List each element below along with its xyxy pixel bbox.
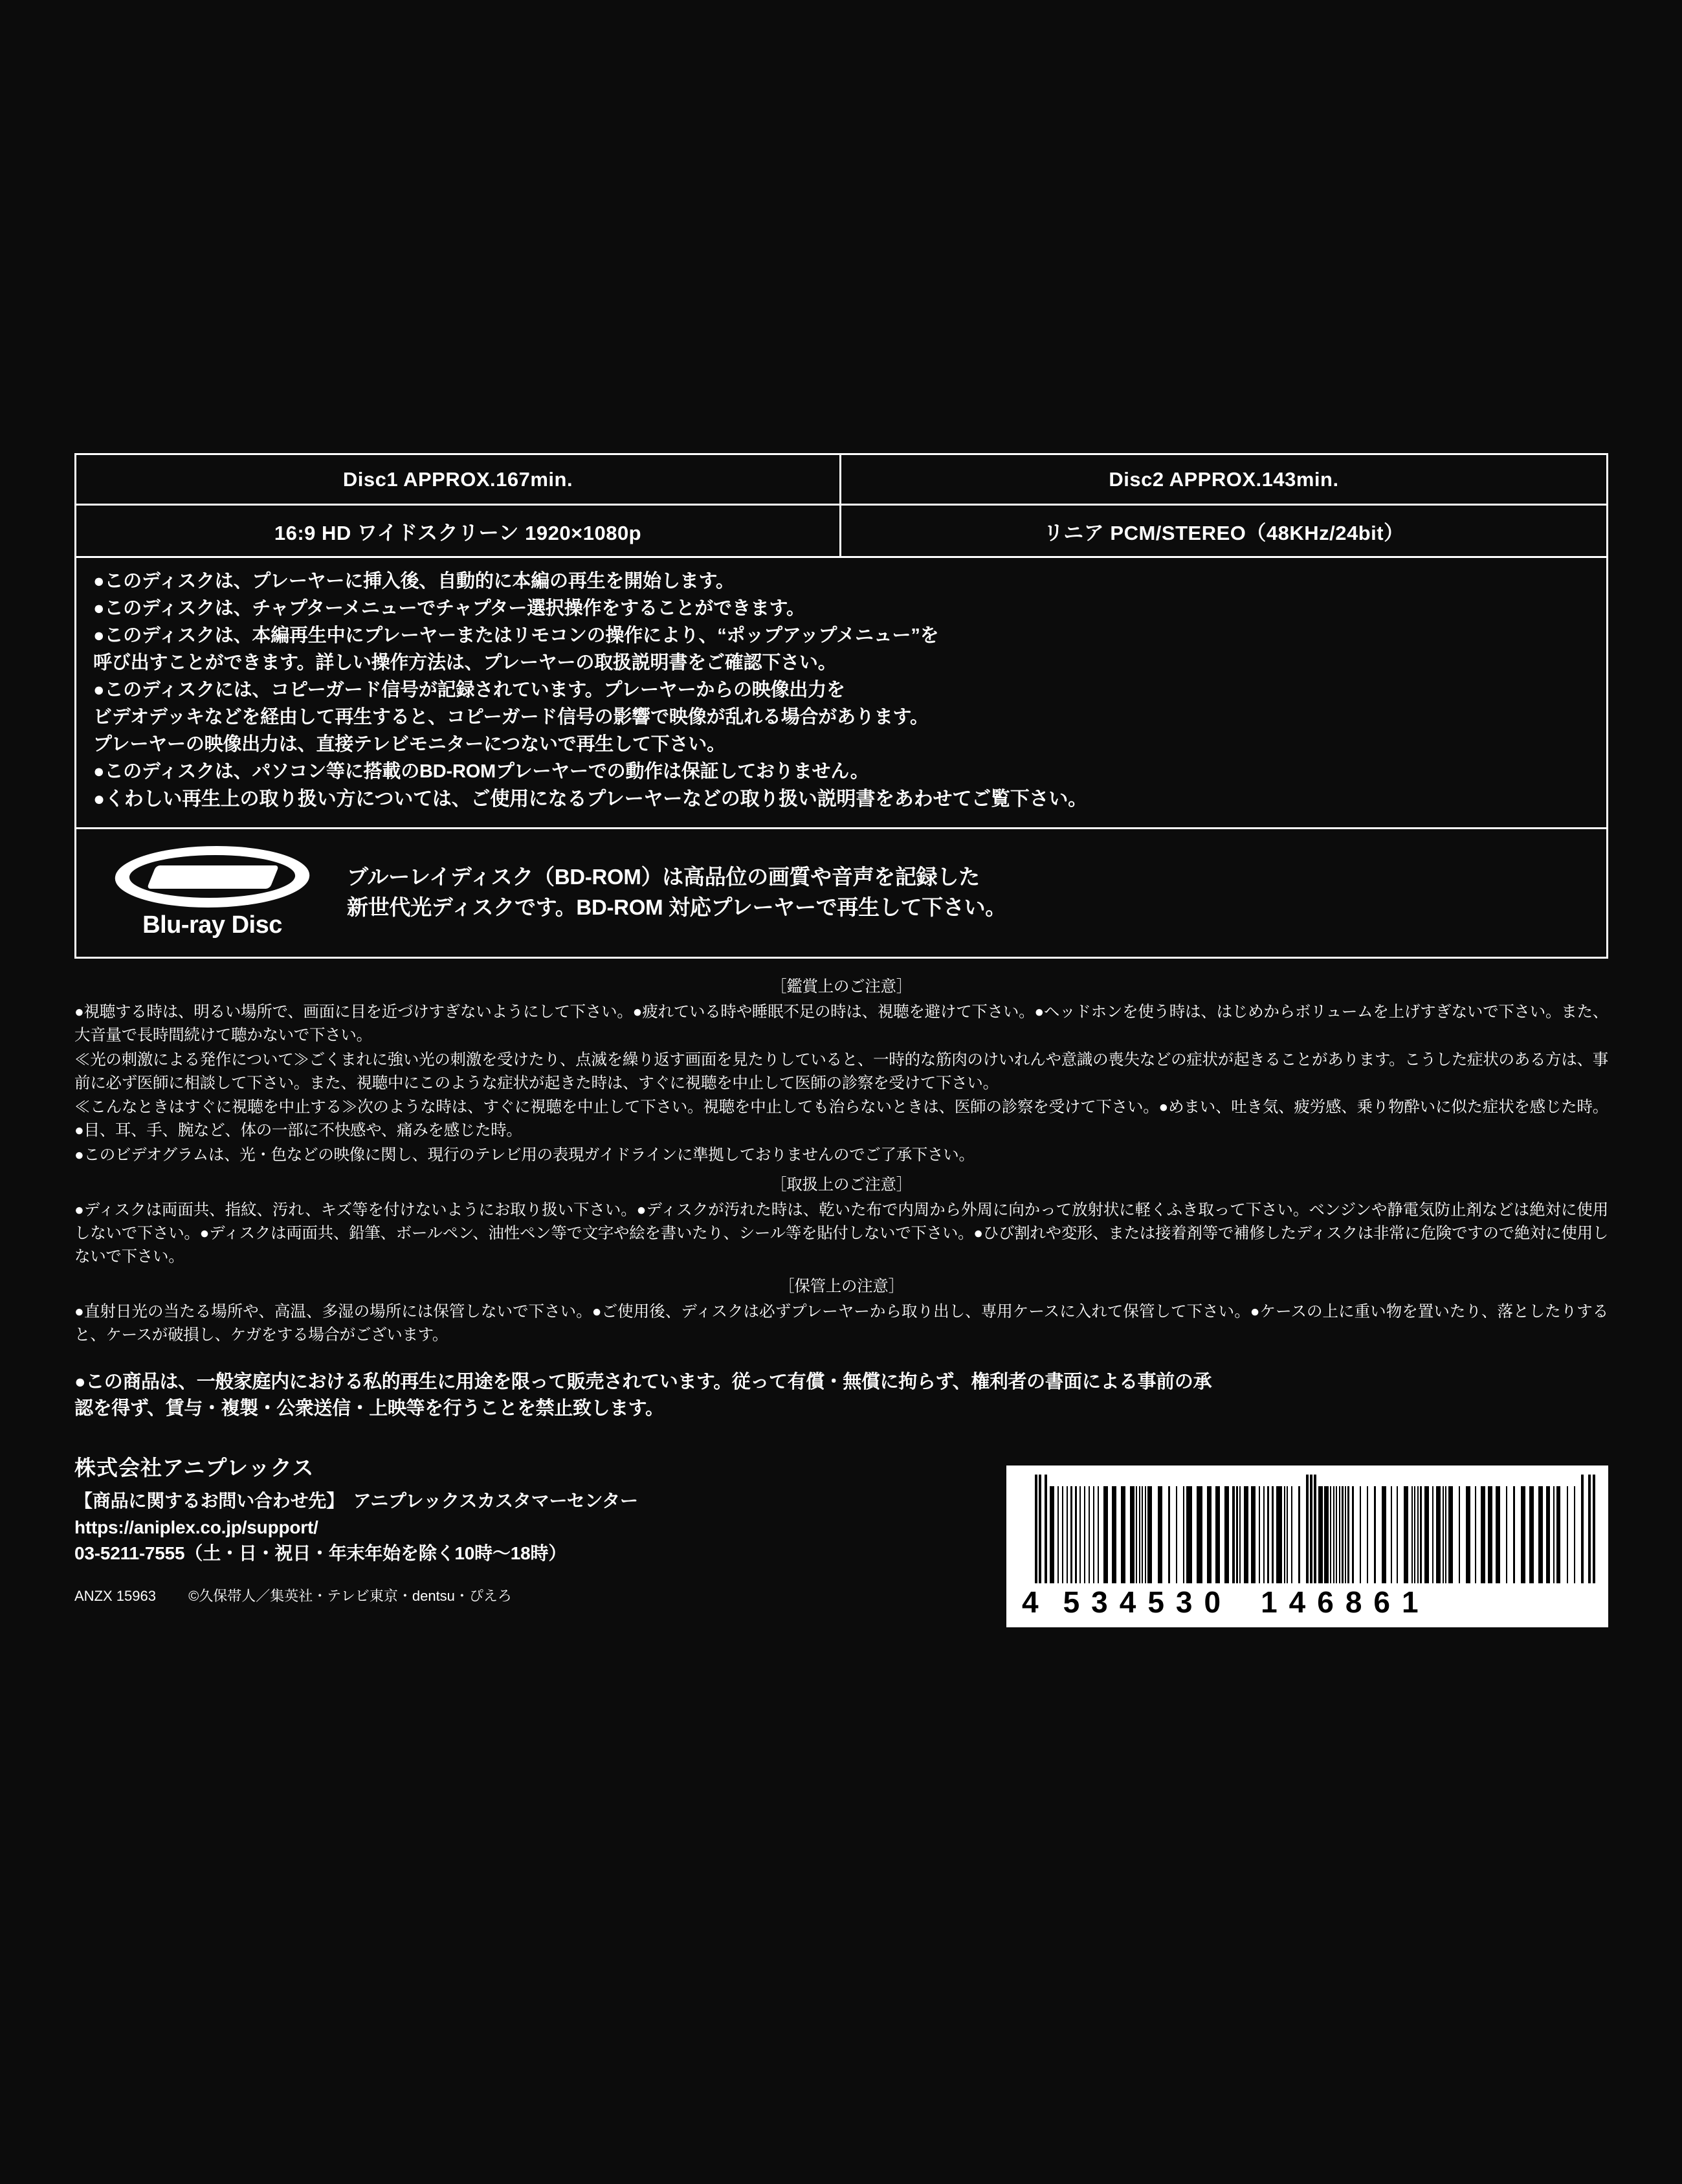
barcode-bar [1039,1475,1041,1583]
barcode-bar [1291,1486,1292,1583]
barcode-bar [1424,1486,1429,1583]
barcode-bar [1062,1486,1063,1583]
warning-line: ●この商品は、一般家庭内における私的再生に用途を限って販売されています。従って有償・無償に拘らず、権利者の書面による事前の承 [74,1372,1212,1392]
viewing-notice-paragraph: ≪こんなときはすぐに視聴を中止する≫次のような時は、すぐに視聴を中止して下さい。視聴を中止しても治らないときは、医師の診察を受けて下さい。●めまい、吐き気、疲労感、乗り物酔いに似た症状を感じた時。●目、耳、手、腕など、体の一部に不快感や、痛みを感じた時。 [74,1098,1608,1140]
barcode-bar [1513,1486,1514,1583]
viewing-notice-paragraph: ≪光の刺激による発作について≫ごくまれに強い光の刺激を受けたり、点滅を繰り返す画面を見たりしていると、一時的な筋肉のけいれんや意識の喪失などの症状が起きることがあります。こうした症状のある方は、事前に必ず医師に相談して下さい。また、視聴中にこのような症状が起きた時は、すぐに視聴を中止して医師の診察を受けて下さい。 [74,1051,1608,1092]
storage-notice-paragraph: ●直射日光の当たる場所や、高温、多湿の場所には保管しないで下さい。●ご使用後、ディスクは必ずプレーヤーから取り出し、専用ケースに入れて保管して下さい。●ケースの上に重い物を置いたり、落としたりすると、ケースが破損し、ケガをする場合がございます。 [74,1303,1608,1344]
barcode-bar [1239,1486,1241,1583]
spec-audio: リニア PCM/STEREO（48KHz/24bit） [1043,521,1404,544]
barcode-bar [1330,1486,1331,1583]
barcode-bar [1574,1486,1575,1583]
bluray-logo-text: Blu-ray Disc [142,911,282,939]
barcode-bar [1251,1486,1256,1583]
barcode-bar [1391,1486,1392,1583]
barcode-bar [1538,1486,1543,1583]
barcode-bar [1176,1486,1177,1583]
barcode-bar [1142,1486,1143,1583]
handling-notice-paragraph: ●ディスクは両面共、指紋、汚れ、キズ等を付けないようにお取り扱い下さい。●ディスクが汚れた時は、乾いた布で内周から外周に向かって放射状に軽くふき取って下さい。ベンジンや静電気防止剤などは絶対に使用しないで下さい。●ディスクは両面共、鉛筆、ボールペン、油性ペン等で文字や絵を書いたり、シール等を貼付しないで下さい。●ひび割れや変形、または接着剤等で補修したディスクは非常に危険ですので絶対に使用しないで下さい。 [74,1201,1608,1265]
bluray-description [347,862,1006,923]
barcode-bar [1318,1486,1323,1583]
barcode-bar [1186,1486,1192,1583]
spec-disc2: Disc2 APPROX.143min. [841,455,1606,506]
barcode-bar [1488,1486,1492,1583]
barcode-bar [1147,1486,1152,1583]
barcode-bar [1272,1486,1273,1583]
bluray-info-box [74,829,1608,959]
barcode-bar [1310,1475,1312,1583]
footer [74,1451,1608,1645]
bluray-desc-line1: ブルーレイディスク（BD-ROM）は高品位の画質や音声を記録した [347,865,980,889]
barcode-bar [1588,1475,1591,1583]
fine-print [74,975,1608,1347]
barcode-bar [1136,1486,1137,1583]
barcode-bar [1339,1486,1340,1583]
note-line: ●このディスクは、チャプターメニューでチャプター選択操作をすることができます。 [93,598,805,619]
barcode-bar [1224,1486,1229,1583]
barcode-bar [1215,1486,1220,1583]
barcode-bar [1466,1486,1470,1583]
barcode-bar [1232,1486,1235,1583]
barcode-digit-first: 4 [1022,1585,1041,1620]
barcode-digits-left: 534530 [1063,1585,1233,1620]
barcode-bar [1098,1486,1099,1583]
barcode-bar [1139,1486,1140,1583]
note-line: ビデオデッキなどを経由して再生すると、コピーガード信号の影響で映像が乱れる場合があります。 [93,707,929,728]
barcode-bar [1481,1486,1485,1583]
barcode-bar [1067,1486,1068,1583]
barcode-bar [1093,1486,1094,1583]
viewing-notice-paragraph: ●このビデオグラムは、光・色などの映像に関し、現行のテレビ用の表現ガイドラインに準拠しておりませんのでご了承下さい。 [74,1146,975,1164]
barcode-bar [1397,1486,1398,1583]
barcode-bar [1567,1486,1568,1583]
note-line: プレーヤーの映像出力は、直接テレビモニターにつないで再生して下さい。 [93,734,725,755]
barcode-bar [1411,1486,1413,1583]
barcode-bar [1448,1486,1453,1583]
copyright-notice: ©久保帯人／集英社・テレビ東京・dentsu・ぴえろ [188,1587,512,1604]
barcode-bar [1089,1486,1090,1583]
barcode-bar [1276,1486,1282,1583]
barcode-bar [1546,1486,1551,1583]
barcode-bar [1197,1486,1202,1583]
barcode-bar [1057,1486,1059,1583]
barcode-bar [1404,1486,1408,1583]
barcode-bars [1035,1475,1597,1583]
bluray-disc-logo [102,846,322,939]
note-line: 呼び出すことができます。詳しい操作方法は、プレーヤーの取扱説明書をご確認下さい。 [93,652,837,674]
barcode-digits-right: 146861 [1261,1585,1430,1620]
barcode-bar [1121,1486,1125,1583]
barcode-bar [1079,1486,1081,1583]
spec-disc1: Disc1 APPROX.167min. [76,455,841,506]
playback-notes [74,558,1608,829]
barcode-bar [1112,1486,1116,1583]
barcode-bar [1521,1486,1525,1583]
barcode-bar [1367,1486,1368,1583]
contact-label: 【商品に関するお問い合わせ先】 アニプレックスカスタマーセンター [74,1491,638,1511]
barcode-bar [1347,1486,1349,1583]
barcode-bar [1436,1486,1441,1583]
warning-line: 認を得ず、賃与・複製・公衆送信・上映等を行うことを禁止致します。 [74,1398,664,1419]
support-phone: 03-5211-7555（土・日・祝日・年末年始を除く10時〜18時） [74,1543,567,1564]
barcode-bar [1496,1486,1500,1583]
barcode-bar [1382,1486,1386,1583]
barcode-bar [1581,1475,1584,1583]
barcode-bar [1259,1486,1260,1583]
barcode-bar [1244,1486,1248,1583]
support-url[interactable]: https://aniplex.co.jp/support/ [74,1517,318,1537]
barcode-bar [1352,1486,1353,1583]
barcode-bar [1553,1486,1555,1583]
usage-restriction-warning [74,1369,1608,1421]
storage-notice-heading: ［保管上の注意］ [779,1277,904,1295]
barcode-bar [1084,1486,1085,1583]
barcode-bar [1443,1486,1444,1583]
barcode-bar [1130,1486,1134,1583]
barcode-bar [1360,1486,1361,1583]
note-line: ●くわしい再生上の取り扱い方については、ご使用になるプレーヤーなどの取り扱い説明書をあわせてご覧下さい。 [93,788,1087,810]
product-code: ANZX 15963 [74,1587,156,1604]
bluray-swoosh-icon [115,846,309,908]
barcode-bar [1506,1486,1507,1583]
barcode-bar [1263,1486,1265,1583]
barcode-bar [1345,1486,1346,1583]
barcode-bar [1050,1486,1054,1583]
barcode-bar [1417,1486,1419,1583]
barcode-bar [1287,1486,1288,1583]
barcode-bar [1342,1486,1343,1583]
barcode-bar [1432,1486,1433,1583]
barcode-bar [1158,1486,1162,1583]
viewing-notice-heading: ［鑑賞上のご注意］ [771,977,912,996]
barcode-bar [1236,1486,1237,1583]
barcode-bar [1075,1486,1076,1583]
note-line: ●このディスクは、本編再生中にプレーヤーまたはリモコンの操作により、“ポップアップメニュー”を [93,625,939,647]
spec-table [74,453,1608,558]
barcode-bar [1314,1475,1316,1583]
barcode-bar [1070,1486,1072,1583]
barcode-bar [1529,1486,1534,1583]
handling-notice-heading: ［取扱上のご注意］ [771,1176,912,1194]
barcode-bar [1374,1486,1375,1583]
barcode-bar [1145,1486,1146,1583]
barcode-bar [1168,1486,1169,1583]
barcode [1006,1465,1608,1627]
bluray-desc-line2: 新世代光ディスクです。BD-ROM 対応プレーヤーで再生して下さい。 [347,895,1007,920]
barcode-bar [1103,1486,1108,1583]
barcode-bar [1556,1486,1561,1583]
trademark-mark: TM [294,869,307,880]
barcode-bar [1333,1486,1334,1583]
barcode-bar [1324,1486,1329,1583]
barcode-bar [1045,1475,1047,1583]
barcode-bar [1593,1475,1595,1583]
barcode-bar [1284,1486,1285,1583]
viewing-notice-paragraph: ●視聴する時は、明るい場所で、画面に目を近づけすぎないようにして下さい。●疲れている時や睡眠不足の時は、視聴を避けて下さい。●ヘッドホンを使う時は、はじめからボリュームを上げすぎないで下さい。また、大音量で長時間続けて聴かないで下さい。 [74,1003,1608,1045]
barcode-bar [1207,1486,1212,1583]
barcode-bar [1414,1486,1415,1583]
barcode-bar [1298,1486,1300,1583]
barcode-digits [1018,1585,1597,1620]
barcode-bar [1183,1486,1184,1583]
note-line: ●このディスクは、パソコン等に搭載のBD-ROMプレーヤーでの動作は保証しておりません。 [93,761,869,783]
content-area [74,453,1608,1645]
barcode-bar [1267,1486,1268,1583]
barcode-bar [1306,1475,1309,1583]
barcode-bar [1035,1475,1037,1583]
note-line: ●このディスクには、コピーガード信号が記録されています。プレーヤーからの映像出力を [93,680,845,701]
barcode-bar [1475,1486,1476,1583]
note-line: ●このディスクは、プレーヤーに挿入後、自動的に本編の再生を開始します。 [93,571,735,592]
barcode-bar [1459,1486,1460,1583]
spec-video: 16:9 HD ワイドスクリーン 1920×1080p [76,506,841,556]
company-name: 株式会社アニプレックス [74,1456,315,1480]
barcode-bar [1445,1486,1446,1583]
barcode-bar [1420,1486,1421,1583]
barcode-bar [1336,1486,1337,1583]
